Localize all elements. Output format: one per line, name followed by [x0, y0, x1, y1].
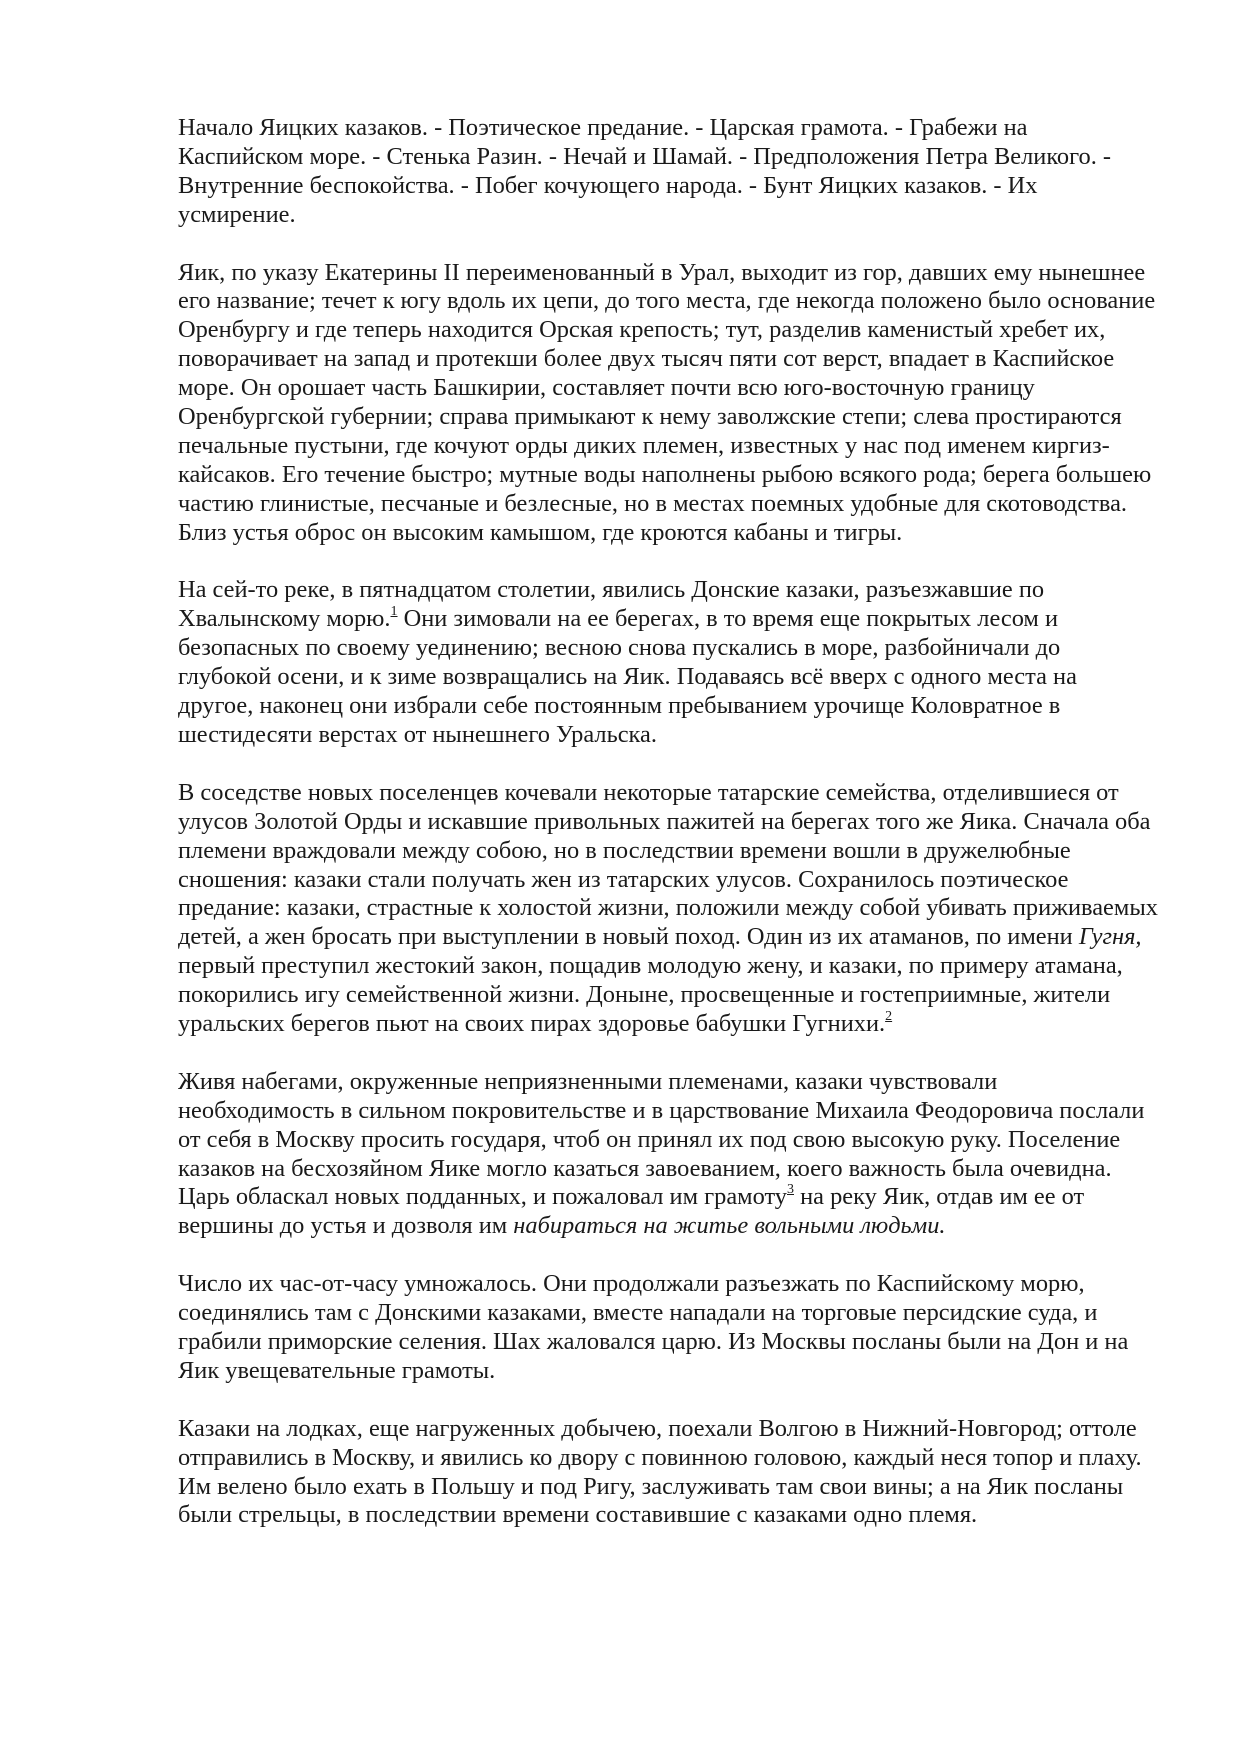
footnote-ref-1[interactable]	[391, 604, 398, 619]
footnote-ref-3[interactable]	[787, 1182, 794, 1197]
paragraph-don-cossacks	[178, 576, 1158, 749]
paragraph-text: В соседстве новых поселенцев кочевали некоторые татарские семейства, отделившиеся от улусов Золотой Орды и искавшие привольных пажитей на берегах того же Яика. Сначала оба племени враждовали между собою, но в последствии времени вошли в дружелюбные сношения: казаки стали получать жен из татарских улусов. Сохранилось поэтическое предание: казаки, страстные к холостой жизни, положили между собой убивать приживаемых детей, а жен бросать при выступлении в новый поход. Один из их атаманов, по имени	[178, 778, 1158, 951]
paragraph-text: На сей-то реке, в пятнадцатом столетии, явились Донские казаки, разъезжавшие по Хвалынскому морю.	[178, 576, 1045, 633]
charter-quote: набираться на житье вольными людьми.	[513, 1212, 946, 1240]
paragraph-penitence: Казаки на лодках, еще нагруженных добычею, поехали Волгою в Нижний-Новгород; оттоле отправились в Москву, и явились ко двору с повинною головою, каждый неся топор и плаху. Им велено было ехать в Польшу и под Ригу, заслуживать там свои вины; а на Яик посланы были стрельцы, в последствии времени составившие с казаками одно племя.	[178, 1414, 1142, 1529]
paragraph-text: Они зимовали на ее берегах, в то время еще покрытых лесом и безопасных по своему уединению; весною снова пускались в море, разбойничали до глубокой осени, и к зиме возвращались на Яик. Подаваясь всё вверх с одного места на другое, наконец они избрали себе постоянным пребыванием урочище Коловратное в шестидесяти верстах от нынешнего Уральска.	[178, 605, 1077, 748]
paragraph-text: на реку Яик, отдав им ее от вершины до устья и дозволя им	[178, 1183, 1085, 1240]
paragraph-royal-charter	[178, 1068, 1158, 1241]
footnote-ref-2[interactable]	[885, 1009, 892, 1024]
footnote-link-3[interactable]: 3	[787, 1182, 794, 1198]
paragraph-text: первый преступил жестокий закон, пощадив молодую жену, и казаки, по примеру атамана, покорились игу семейственной жизни. Доныне, просвещенные и гостеприимные, жители уральских берегов пьют на своих пирах здоровье бабушки Гугнихи.	[178, 952, 1123, 1038]
footnote-link-1[interactable]: 1	[390, 604, 398, 620]
ataman-name: Гугня,	[1078, 923, 1142, 951]
document-page	[178, 114, 1158, 1559]
paragraph-poetic-legend	[178, 779, 1158, 1039]
paragraph-river-yaik: Яик, по указу Екатерины II переименованный в Урал, выходит из гор, давших ему нынешнее его название; течет к югу вдоль их цепи, до того места, где некогда положено было основание Оренбургу и где теперь находится Орская крепость; тут, разделив каменистый хребет их, поворачивает на запад и протекши более двух тысяч пяти сот верст, впадает в Каспийское море. Он орошает часть Башкирии, составляет почти всю юго-восточную границу Оренбургской губернии; справа примыкают к нему заволжские степи; слева простираются печальные пустыни, где кочуют орды диких племен, известных у нас под именем киргиз-кайсаков. Его течение быстро; мутные воды наполнены рыбою всякого рода; берега большею частию глинистые, песчаные и безлесные, но в местах поемных удобные для скотоводства. Близ устья оброс он высоким камышом, где кроются кабаны и тигры.	[178, 258, 1156, 546]
footnote-link-2[interactable]: 2	[885, 1008, 893, 1024]
paragraph-text: Живя набегами, окруженные неприязненными племенами, казаки чувствовали необходимость в сильном покровительстве и в царствование Михаила Феодоровича послали от себя в Москву просить государя, чтоб он принял их под свою высокую руку. Поселение казаков на бесхозяйном Яике могло казаться завоеванием, коего важность была очевидна. Царь обласкал новых подданных, и пожаловал им грамоту	[178, 1067, 1145, 1211]
paragraph-caspian-raids: Число их час-от-часу умножалось. Они продолжали разъезжать по Каспийскому морю, соединялись там с Донскими казаками, вместе нападали на торговые персидские суда, и грабили приморские селения. Шах жаловался царю. Из Москвы посланы были на Дон и на Яик увещевательные грамоты.	[178, 1270, 1129, 1384]
chapter-summary: Начало Яицких казаков. - Поэтическое предание. - Царская грамота. - Грабежи на Каспийском море. - Стенька Разин. - Нечай и Шамай. - Предположения Петра Великого. - Внутренние беспокойства. - Побег кочующего народа. - Бунт Яицких казаков. - Их усмирение.	[178, 114, 1112, 228]
